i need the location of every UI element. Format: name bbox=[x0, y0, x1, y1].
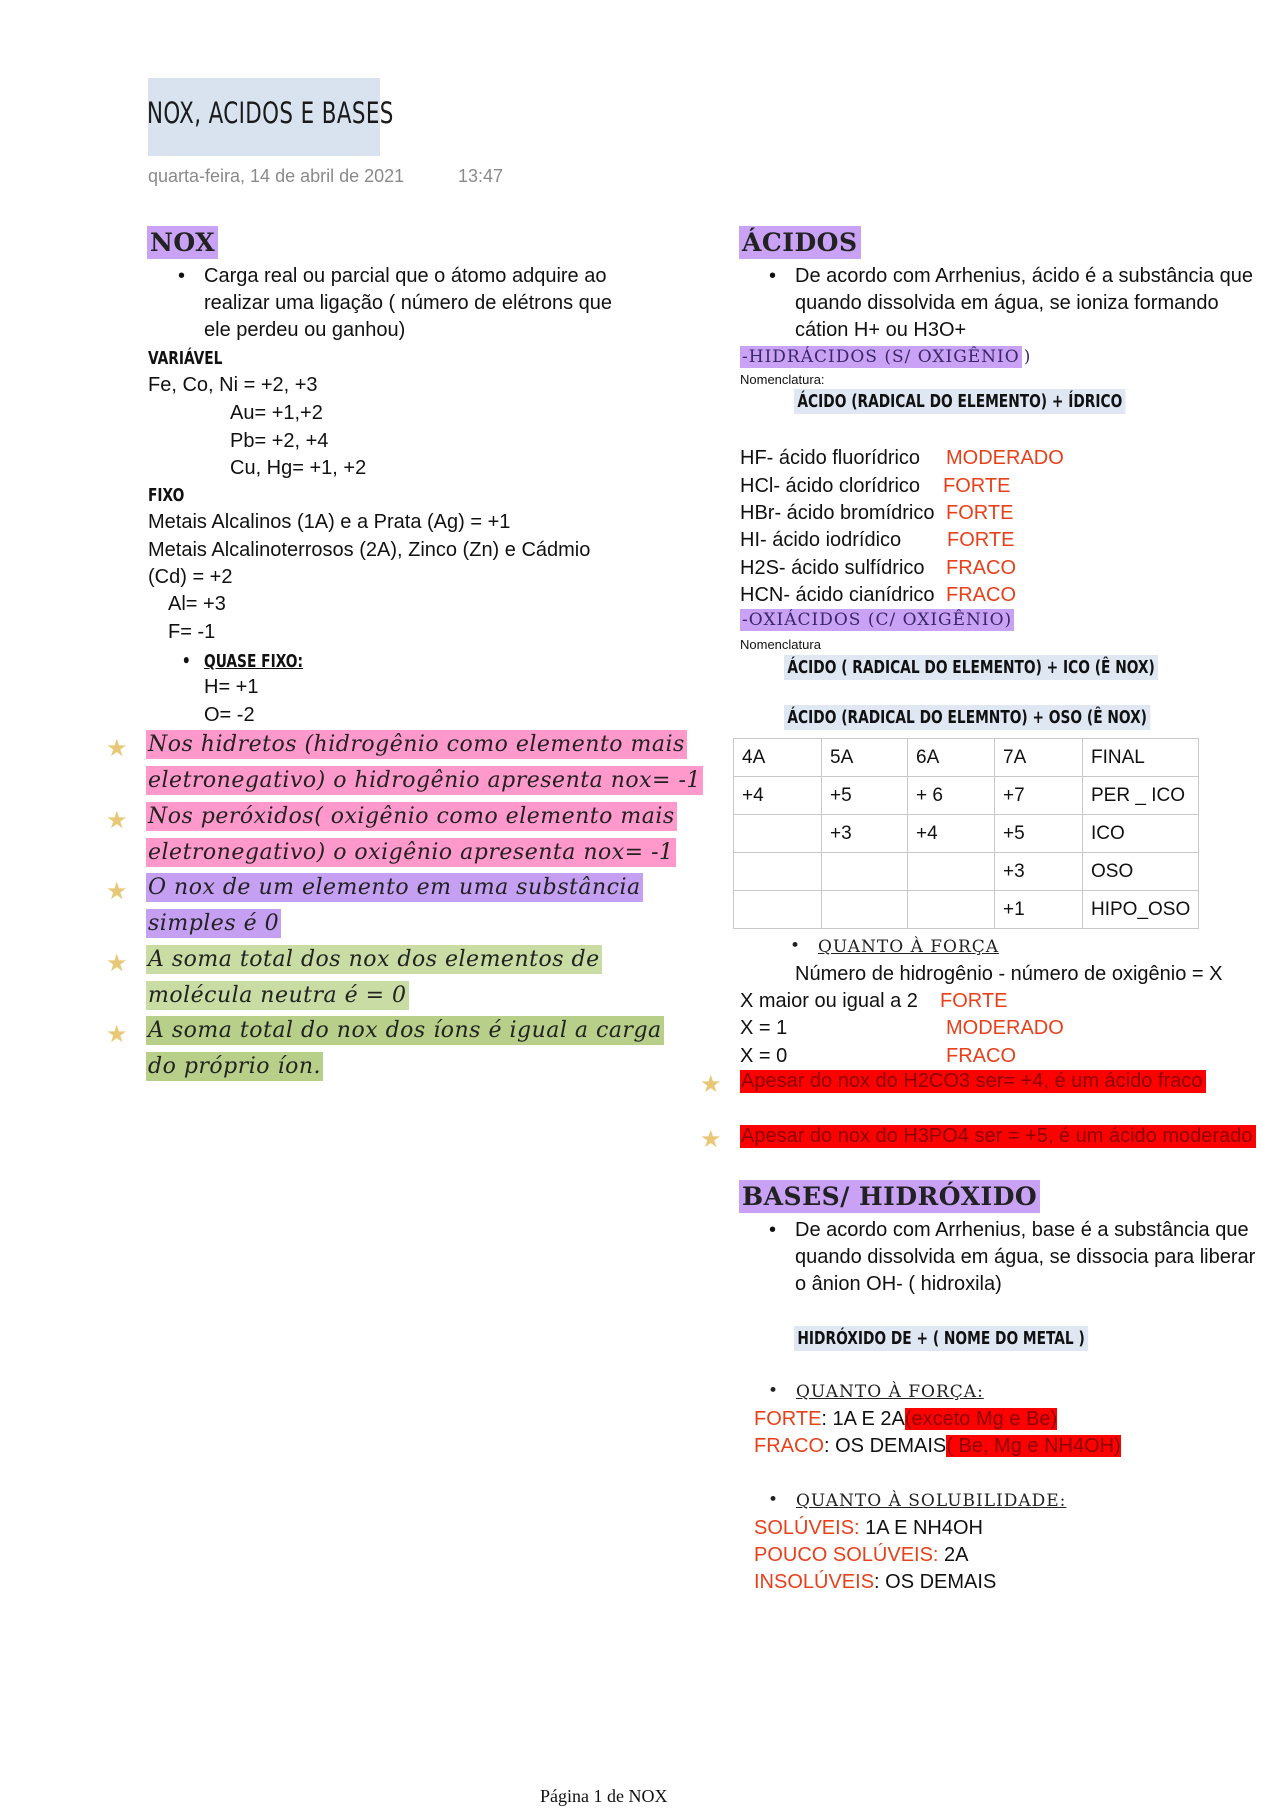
bases-bullet-line-1: • De acordo com Arrhenius, base é a substância que bbox=[795, 1219, 1249, 1242]
acidos-bullet-line-3: cátion H+ ou H3O+ bbox=[795, 319, 967, 341]
table-cell: FINAL bbox=[1083, 739, 1199, 777]
fixo-label: FIXO bbox=[148, 485, 185, 506]
table-cell bbox=[734, 891, 822, 929]
fixo-line-5: F= -1 bbox=[168, 621, 216, 643]
table-cell bbox=[822, 853, 908, 891]
forte-label: FORTE bbox=[754, 1408, 822, 1430]
page-time: 13:47 bbox=[458, 166, 504, 186]
rule-1-line-2: eletronegativo) o hidrogênio apresenta nox= -1 bbox=[148, 768, 701, 793]
insoluveis-label: INSOLÚVEIS bbox=[754, 1571, 875, 1593]
oxiacidos-rule-oso: ÁCIDO (RADICAL DO ELEMNTO) + OSO (Ê NOX) bbox=[784, 705, 1150, 730]
fixo-line-3: (Cd) = +2 bbox=[148, 566, 233, 588]
page-title: NOX, ACIDOS E BASES bbox=[147, 96, 394, 130]
nox-heading: NOX bbox=[147, 226, 218, 259]
table-row bbox=[734, 853, 1199, 891]
rule-1-line-1: Nos hidretos (hidrogênio como elemento mais bbox=[148, 732, 685, 757]
acidos-heading: ÁCIDOS bbox=[739, 226, 861, 259]
bases-bullet-line-3: o ânion OH- ( hidroxila) bbox=[795, 1273, 1002, 1295]
hidracidos-label: -HIDRÁCIDOS (S/ OXIGÊNIO bbox=[742, 347, 1020, 367]
soluveis-label: SOLÚVEIS: bbox=[754, 1517, 860, 1539]
forca-cond: X maior ou igual a 2 bbox=[740, 990, 918, 1012]
hidracido-name: HCN- ácido cianídrico bbox=[740, 584, 935, 606]
pouco-soluveis-value: 2A bbox=[938, 1544, 969, 1566]
hidracido-strength: FORTE bbox=[943, 475, 1011, 497]
table-cell bbox=[822, 891, 908, 929]
insoluveis-row bbox=[754, 1571, 996, 1594]
pouco-soluveis-row bbox=[754, 1544, 969, 1567]
nox-bullet-line-1: • Carga real ou parcial que o átomo adquire ao bbox=[204, 265, 606, 288]
table-cell: 4A bbox=[734, 739, 822, 777]
rule-4-line-2: molécula neutra é = 0 bbox=[148, 983, 407, 1008]
forca-cond: X = 1 bbox=[740, 1017, 788, 1039]
hidracidos-label-close: ) bbox=[1023, 347, 1032, 367]
bases-fraco-row bbox=[754, 1435, 1121, 1458]
oxiacidos-table bbox=[733, 738, 1199, 929]
hidracidos-label-row bbox=[740, 345, 1033, 368]
hidracido-name: HBr- ácido bromídrico bbox=[740, 502, 935, 524]
table-cell: OSO bbox=[1083, 853, 1199, 891]
acidos-bullet-line-2: quando dissolvida em água, se ioniza formando bbox=[795, 292, 1219, 314]
table-cell: +1 bbox=[995, 891, 1083, 929]
table-row bbox=[734, 815, 1199, 853]
table-cell bbox=[734, 853, 822, 891]
oxiacidos-rule-ico: ÁCIDO ( RADICAL DO ELEMENTO) + ICO (Ê NOX) bbox=[784, 655, 1158, 680]
fraco-note: ( Be, Mg e NH4OH) bbox=[946, 1435, 1121, 1457]
table-cell: +4 bbox=[734, 777, 822, 815]
insoluveis-value: : OS DEMAIS bbox=[874, 1571, 997, 1593]
exception-1: Apesar do nox do H2CO3 ser= +4, é um ácido fraco bbox=[740, 1070, 1206, 1093]
hidracido-strength: FORTE bbox=[946, 502, 1014, 524]
table-cell bbox=[734, 815, 822, 853]
star-icon: ★ bbox=[106, 807, 128, 834]
table-cell: +5 bbox=[995, 815, 1083, 853]
forte-note: (exceto Mg e Be) bbox=[904, 1408, 1058, 1430]
nomenclatura-label-2: Nomenclatura bbox=[740, 637, 821, 652]
hidracido-strength: FRACO bbox=[946, 557, 1016, 579]
forca-strength: FRACO bbox=[946, 1045, 1016, 1067]
hidracido-row bbox=[740, 447, 920, 470]
table-row bbox=[734, 739, 1199, 777]
table-cell: +4 bbox=[908, 815, 995, 853]
table-row bbox=[734, 777, 1199, 815]
table-cell: +7 bbox=[995, 777, 1083, 815]
bases-solubilidade-label: • QUANTO À SOLUBILIDADE: bbox=[794, 1490, 1068, 1512]
soluveis-row bbox=[754, 1517, 983, 1540]
bases-rule: HIDRÓXIDO DE + ( NOME DO METAL ) bbox=[794, 1326, 1088, 1351]
acidos-bullet-line-1: • De acordo com Arrhenius, ácido é a substância que bbox=[795, 265, 1253, 288]
forca-strength: FORTE bbox=[940, 990, 1008, 1012]
exception-2: Apesar do nox do H3PO4 ser = +5, é um ácido moderado bbox=[740, 1125, 1256, 1148]
page-footer: Página 1 de NOX bbox=[540, 1786, 668, 1806]
variavel-label: VARIÁVEL bbox=[148, 348, 223, 369]
table-cell bbox=[908, 891, 995, 929]
table-row bbox=[734, 891, 1199, 929]
rule-2-line-2: eletronegativo) o oxigênio apresenta nox= -1 bbox=[148, 840, 674, 865]
fixo-line-2: Metais Alcalinoterrosos (2A), Zinco (Zn) e Cádmio bbox=[148, 539, 591, 561]
fixo-line-1: Metais Alcalinos (1A) e a Prata (Ag) = +1 bbox=[148, 511, 511, 533]
forca-cond: X = 0 bbox=[740, 1045, 788, 1067]
soluveis-value: 1A E NH4OH bbox=[859, 1517, 983, 1539]
forte-value: : 1A E 2A bbox=[821, 1408, 905, 1430]
table-cell: +5 bbox=[822, 777, 908, 815]
table-cell: PER _ ICO bbox=[1083, 777, 1199, 815]
fraco-label: FRACO bbox=[754, 1435, 824, 1457]
hidracido-strength: MODERADO bbox=[946, 447, 1064, 469]
pouco-soluveis-label: POUCO SOLÚVEIS: bbox=[754, 1544, 939, 1566]
star-icon: ★ bbox=[700, 1126, 722, 1153]
bases-forca-label: • QUANTO À FORÇA: bbox=[794, 1381, 986, 1403]
forca-strength: MODERADO bbox=[946, 1017, 1064, 1039]
star-icon: ★ bbox=[106, 735, 128, 762]
star-icon: ★ bbox=[106, 950, 128, 977]
nox-bullet-line-2: realizar uma ligação ( número de elétrons que bbox=[204, 292, 612, 314]
fraco-value: : OS DEMAIS bbox=[824, 1435, 947, 1457]
hidracido-name: HF- ácido fluorídrico bbox=[740, 447, 921, 469]
rule-2-line-1: Nos peróxidos( oxigênio como elemento mais bbox=[148, 804, 675, 829]
rule-5-line-1: A soma total do nox dos íons é igual a carga bbox=[148, 1018, 662, 1043]
hidracido-strength: FORTE bbox=[947, 529, 1015, 551]
rule-5-line-2: do próprio íon. bbox=[148, 1054, 321, 1079]
acidos-forca-formula: Número de hidrogênio - número de oxigênio = X bbox=[795, 963, 1223, 985]
variavel-line-3: Pb= +2, +4 bbox=[230, 430, 329, 452]
page-date: quarta-feira, 14 de abril de 2021 bbox=[148, 166, 405, 186]
hidracido-name: HI- ácido iodrídico bbox=[740, 529, 902, 551]
variavel-line-1: Fe, Co, Ni = +2, +3 bbox=[148, 374, 318, 396]
table-cell: 7A bbox=[995, 739, 1083, 777]
table-cell: +3 bbox=[822, 815, 908, 853]
table-cell bbox=[908, 853, 995, 891]
table-cell: 6A bbox=[908, 739, 995, 777]
rule-4-line-1: A soma total dos nox dos elementos de bbox=[148, 947, 600, 972]
hidracido-name: HCl- ácido clorídrico bbox=[740, 475, 921, 497]
variavel-line-2: Au= +1,+2 bbox=[230, 402, 323, 424]
quase-fixo-line-2: O= -2 bbox=[204, 704, 255, 726]
fixo-line-4: Al= +3 bbox=[168, 593, 226, 615]
table-cell: + 6 bbox=[908, 777, 995, 815]
rule-3-line-1: O nox de um elemento em uma substância bbox=[148, 875, 641, 900]
rule-3-line-2: simples é 0 bbox=[148, 911, 280, 936]
table-cell: +3 bbox=[995, 853, 1083, 891]
quase-fixo-line-1: H= +1 bbox=[204, 676, 259, 698]
bases-bullet-line-2: quando dissolvida em água, se dissocia para liberar bbox=[795, 1246, 1256, 1268]
quase-fixo-label: • QUASE FIXO: bbox=[204, 651, 303, 672]
table-cell: HIPO_OSO bbox=[1083, 891, 1199, 929]
bases-heading: BASES/ HIDRÓXIDO bbox=[739, 1180, 1040, 1213]
hidracido-name: H2S- ácido sulfídrico bbox=[740, 557, 925, 579]
bases-forte-row bbox=[754, 1408, 1057, 1431]
star-icon: ★ bbox=[700, 1071, 722, 1098]
hidracidos-rule: ÁCIDO (RADICAL DO ELEMENTO) + ÍDRICO bbox=[794, 389, 1126, 414]
hidracido-strength: FRACO bbox=[946, 584, 1016, 606]
acidos-forca-label: • QUANTO À FORÇA bbox=[816, 936, 1001, 958]
variavel-line-4: Cu, Hg= +1, +2 bbox=[230, 457, 367, 479]
oxiacidos-label: -OXIÁCIDOS (C/ OXIGÊNIO) bbox=[742, 610, 1013, 630]
table-cell: 5A bbox=[822, 739, 908, 777]
star-icon: ★ bbox=[106, 1021, 128, 1048]
nox-bullet-line-3: ele perdeu ou ganhou) bbox=[204, 319, 406, 341]
star-icon: ★ bbox=[106, 878, 128, 905]
table-cell: ICO bbox=[1083, 815, 1199, 853]
nomenclatura-label-1: Nomenclatura: bbox=[740, 372, 825, 387]
